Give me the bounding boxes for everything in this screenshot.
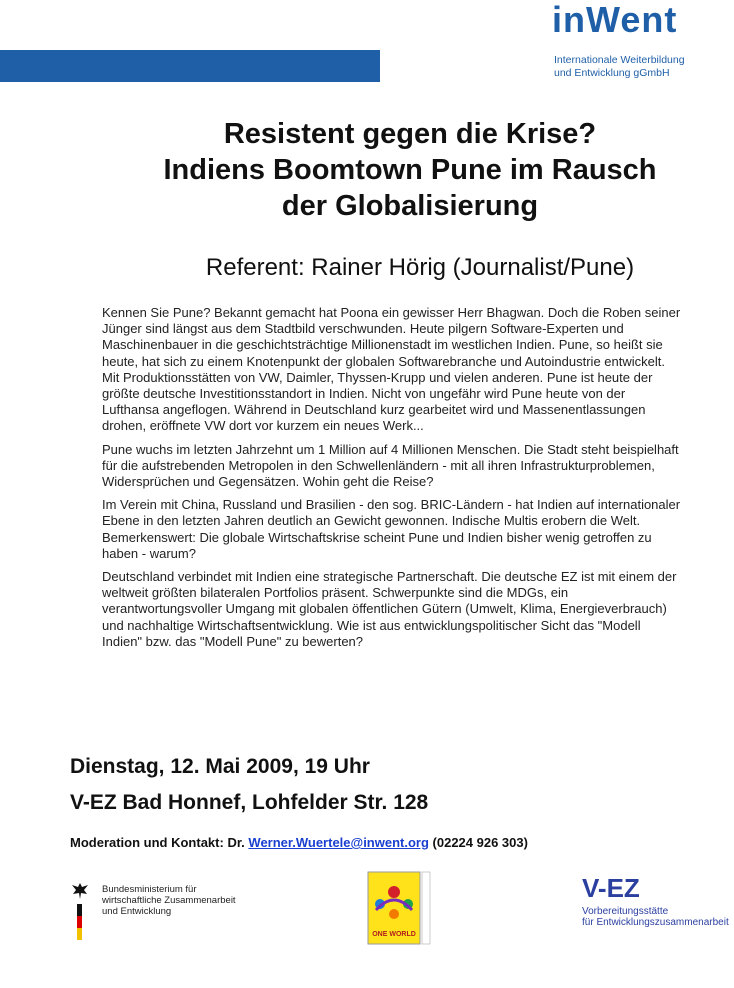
bmz-line3: und Entwicklung bbox=[102, 906, 172, 917]
bmz-line2: wirtschaftliche Zusammenarbeit bbox=[102, 895, 236, 906]
vez-title: V-EZ bbox=[582, 873, 640, 903]
header-blue-bar bbox=[0, 50, 380, 82]
vez-logo bbox=[582, 874, 732, 934]
speaker-line: Referent: Rainer Hörig (Journalist/Pune) bbox=[205, 254, 635, 281]
contact-line bbox=[70, 834, 528, 852]
inwent-wordmark: inWent bbox=[552, 0, 678, 40]
contact-phone: (02224 926 303) bbox=[428, 835, 528, 850]
one-world-logo bbox=[366, 870, 432, 946]
title-line3: der Globalisierung bbox=[281, 190, 539, 222]
contact-email-link[interactable]: Werner.Wuertele@inwent.org bbox=[248, 835, 429, 850]
event-date: Dienstag, 12. Mai 2009, 19 Uhr bbox=[70, 755, 370, 778]
one-world-text: ONE WORLD bbox=[372, 931, 416, 938]
contact-title: : Dr. bbox=[219, 835, 249, 850]
body-paragraph-2: Pune wuchs im letzten Jahrzehnt um 1 Million auf 4 Millionen Menschen. Die Stadt steht beispielhaft für die aufstrebenden Metropolen in den Schwellenländern - mit all ihren Infrastrukturproblemen, Widersprüchen und Gegensätzen. Wohin geht die Reise? bbox=[102, 441, 679, 490]
title-line1: Resistent gegen die Krise? bbox=[223, 118, 597, 150]
bmz-logo bbox=[68, 882, 268, 942]
vez-line1: Vorbereitungsstätte bbox=[582, 906, 669, 917]
vez-subtitle bbox=[582, 906, 732, 928]
bmz-line1: Bundesministerium für bbox=[102, 884, 197, 895]
inwent-logo bbox=[552, 0, 712, 90]
body-paragraph-4: Deutschland verbindet mit Indien eine strategische Partnerschaft. Die deutsche EZ ist mit einem der weltweit größten bilateralen Portfolios präsent. Schwerpunkte sind die MDGs, ein verantwortungsvoller Umgang mit globalen öffentlichen Gütern (Umwelt, Klima, Energieverbrauch) und nachhaltige Wirtschaftsentwicklung. Wie ist aus entwicklungspolitischer Sicht das "Modell Indien" bzw. das "Modell Pune" zu bewerten? bbox=[102, 569, 677, 649]
body-paragraph-3: Im Verein mit China, Russland und Brasilien - den sog. BRIC-Ländern - hat Indien auf internationaler Ebene in den letzten Jahren deutlich an Gewicht gewonnen. Indische Multis erobern die Welt. Bemerkenswert: Die globale Wirtschaftskrise scheint Pune und Indien bisher wenig getroffen zu haben - warum? bbox=[102, 497, 681, 561]
bmz-text bbox=[102, 884, 272, 917]
vez-line2: für Entwicklungszusammenarbeit bbox=[582, 917, 729, 928]
inwent-tagline bbox=[554, 54, 724, 80]
body-paragraph-1: Kennen Sie Pune? Bekannt gemacht hat Poona ein gewisser Herr Bhagwan. Doch die Roben seiner Jünger sind längst aus dem Stadtbild verschwunden. Heute pilgern Software-Experten und Maschinenbauer in die geschichtsträchtige Millionenstadt im westlichen Indien. Pune, so heißt sie heute, hat sich zu einem Knotenpunkt der globalen Softwarebranche und Autoindustrie entwickelt. Mit Produktionsstätten von VW, Daimler, Thyssen-Krupp und vielen anderen. Pune ist heute der größte deutsche Investitionsstandort in Indien. Nicht von ungefähr wird Pune heute von der Lufthansa angeflogen. Während in Deutschland kurz gearbeitet wird und Massenentlassungen drohen, eröffnete VW dort vor kurzem ein neues Werk... bbox=[102, 305, 681, 434]
page-title bbox=[90, 116, 730, 224]
title-line2: Indiens Boomtown Pune im Rausch bbox=[163, 154, 657, 186]
german-flag-icon bbox=[68, 894, 92, 940]
body-text bbox=[102, 305, 684, 657]
inwent-tagline-line1: Internationale Weiterbildung bbox=[554, 54, 685, 66]
inwent-tagline-line2: und Entwicklung gGmbH bbox=[554, 67, 670, 79]
contact-label: Moderation und Kontakt bbox=[70, 835, 220, 850]
event-venue: V-EZ Bad Honnef, Lohfelder Str. 128 bbox=[70, 791, 429, 814]
